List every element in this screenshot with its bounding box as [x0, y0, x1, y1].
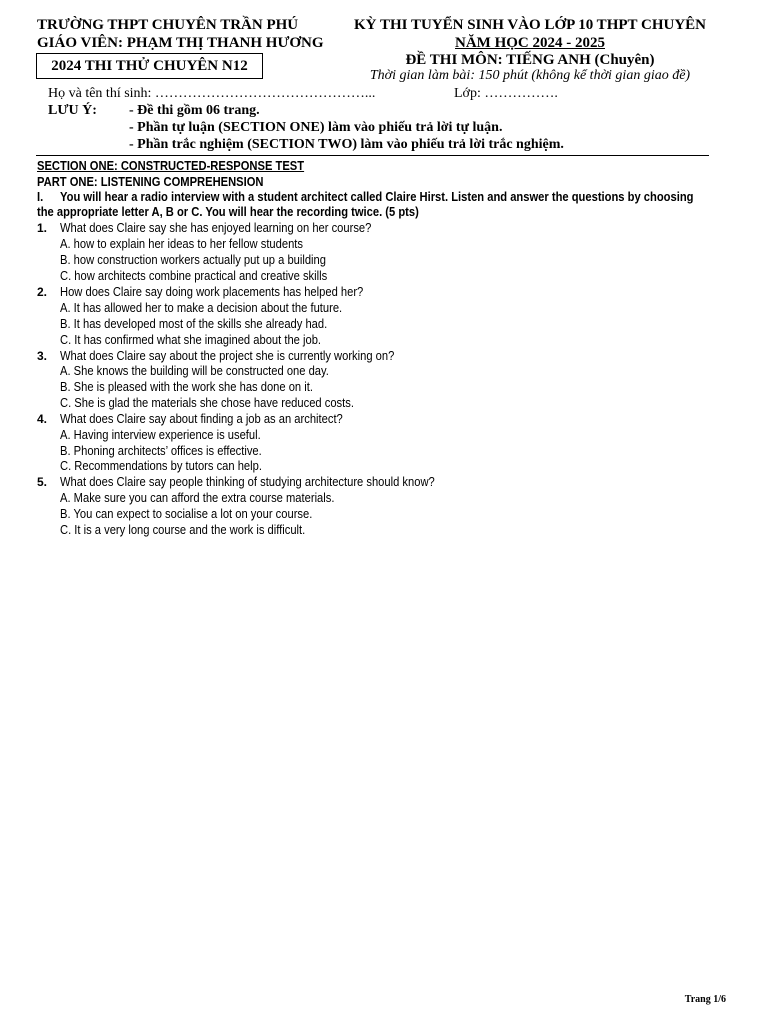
answer-option: C. how architects combine practical and creative skills	[60, 268, 328, 283]
question-number: 3.	[37, 349, 48, 363]
notes-label: LƯU Ý:	[48, 103, 97, 118]
answer-option: A. She knows the building will be constructed one day.	[60, 363, 329, 378]
question-text: What does Claire say about finding a job as an architect?	[60, 411, 343, 426]
exam-subject: ĐỀ THI MÔN: TIẾNG ANH (Chuyên)	[405, 52, 655, 68]
answer-option: C. Recommendations by tutors can help.	[60, 458, 262, 473]
page-number: Trang 1/6	[684, 994, 726, 1005]
question-text: What does Claire say she has enjoyed learning on her course?	[60, 220, 372, 235]
question-text: What does Claire say about the project she is currently working on?	[60, 348, 395, 363]
answer-option: B. It has developed most of the skills she already had.	[60, 316, 328, 331]
instruction-line: You will hear a radio interview with a student architect called Claire Hirst. Listen and answer the questions by choosing	[60, 189, 694, 204]
answer-option: A. Make sure you can afford the extra course materials.	[60, 490, 335, 505]
answer-option: C. It has confirmed what she imagined about the job.	[60, 332, 322, 347]
answer-option: A. It has allowed her to make a decision about the future.	[60, 300, 343, 315]
school-year: NĂM HỌC 2024 - 2025	[455, 35, 605, 51]
teacher-name: GIÁO VIÊN: PHẠM THỊ THANH HƯƠNG	[37, 35, 324, 51]
exam-time: Thời gian làm bài: 150 phút (không kể thời gian giao đề)	[369, 68, 691, 83]
answer-option: B. She is pleased with the work she has done on it.	[60, 379, 313, 394]
school-year-wrap	[340, 35, 720, 52]
answer-option: C. It is a very long course and the work is difficult.	[60, 522, 306, 537]
question-text: What does Claire say people thinking of studying architecture should know?	[60, 474, 435, 489]
question-number: 2.	[37, 285, 48, 299]
question-number: 5.	[37, 475, 48, 489]
answer-option: C. She is glad the materials she chose have reduced costs.	[60, 395, 354, 410]
school-name: TRƯỜNG THPT CHUYÊN TRẦN PHÚ	[37, 17, 299, 33]
note-item: - Phần trắc nghiệm (SECTION TWO) làm vào phiếu trả lời trắc nghiệm.	[129, 137, 564, 152]
question-text: How does Claire say doing work placements has helped her?	[60, 284, 364, 299]
instruction-line: the appropriate letter A, B or C. You will hear the recording twice. (5 pts)	[37, 204, 419, 219]
instruction-number: I.	[37, 189, 44, 204]
answer-option: B. You can expect to socialise a lot on your course.	[60, 506, 313, 521]
candidate-name-line: Họ và tên thí sinh: ………………………………………...	[48, 86, 376, 101]
divider	[36, 155, 709, 156]
note-item: - Phần tự luận (SECTION ONE) làm vào phiếu trả lời tự luận.	[129, 120, 503, 135]
section-title: SECTION ONE: CONSTRUCTED-RESPONSE TEST	[37, 158, 305, 173]
exam-title: KỲ THI TUYỂN SINH VÀO LỚP 10 THPT CHUYÊN	[353, 17, 707, 33]
answer-option: A. how to explain her ideas to her fellow students	[60, 236, 304, 251]
answer-option: A. Having interview experience is useful.	[60, 427, 261, 442]
question-number: 1.	[37, 221, 48, 235]
mock-exam-label: 2024 THI THỬ CHUYÊN N12	[36, 53, 263, 79]
question-number: 4.	[37, 412, 48, 426]
part-title: PART ONE: LISTENING COMPREHENSION	[37, 174, 264, 189]
answer-option: B. Phoning architects’ offices is effective.	[60, 443, 262, 458]
candidate-class-line: Lớp: …………….	[454, 86, 558, 101]
answer-option: B. how construction workers actually put up a building	[60, 252, 326, 267]
note-item: - Đề thi gồm 06 trang.	[129, 103, 260, 118]
